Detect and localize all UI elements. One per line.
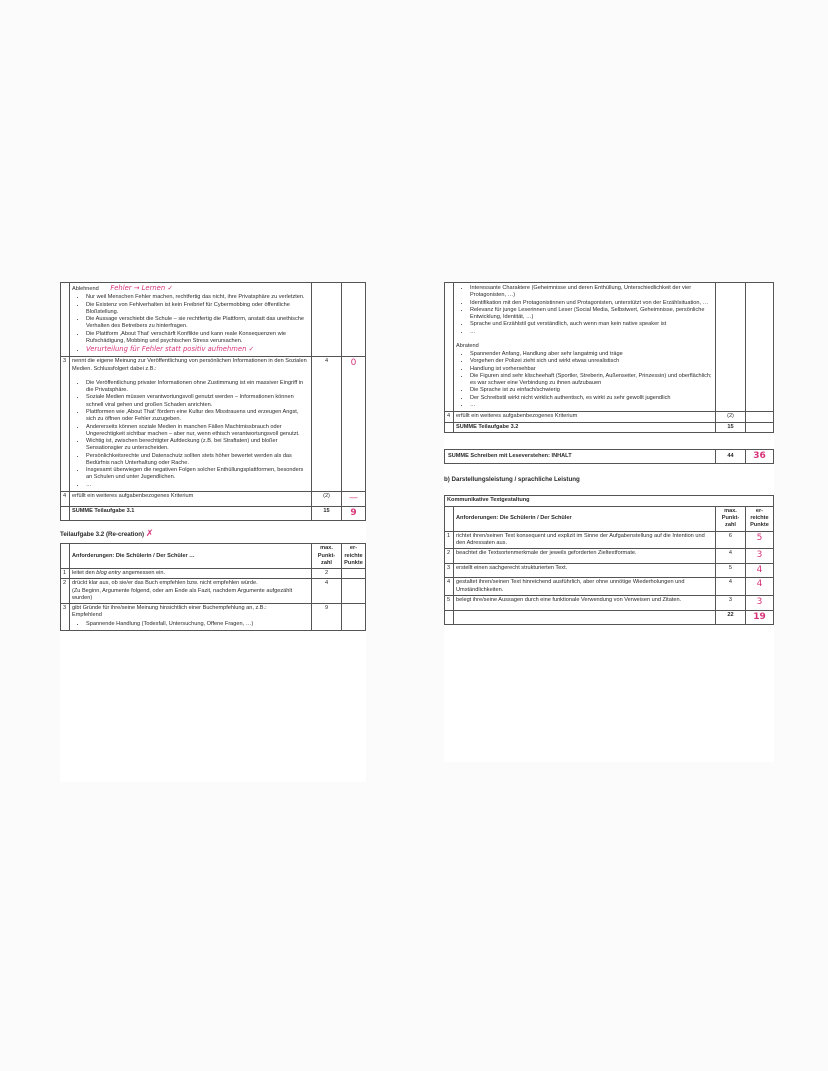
criteria-table-3-2 bbox=[60, 543, 366, 631]
achieved-points: 3 bbox=[756, 550, 763, 561]
criteria-table-3-2-continued bbox=[444, 282, 774, 433]
table-row: 4 erfüllt ein weiteres aufgabenbezogenes Kriterium (2) bbox=[445, 412, 774, 422]
list-item: • Die Figuren sind sehr klischeehaft (Sportler, Streberin, Außenseiter, Prinzessin) und oberflächlich; es war schwer eine Verbindung zu ihnen aufzubauen bbox=[470, 373, 713, 388]
achieved-points: 0 bbox=[350, 358, 357, 369]
criterion-text: gibt Gründe für ihre/seine Meinung hinsichtlich einer Buchempfehlung an, z.B.: bbox=[72, 605, 267, 612]
criterion-text: erfüllt ein weiteres aufgabenbezogenes Kriterium bbox=[454, 412, 716, 422]
list-item: • Interessante Charaktere (Geheimnisse und deren Enthüllung, Unterschiedlichkeit der vier Protagonisten, …) bbox=[470, 285, 713, 300]
sum-points: 22 bbox=[715, 610, 745, 625]
sum-row bbox=[445, 449, 774, 464]
ablehnend-label: Ablehnend bbox=[72, 286, 99, 292]
ablehnend-cell bbox=[70, 283, 312, 357]
achieved-points: 4 bbox=[756, 579, 763, 590]
list-item: • Spannender Anfang, Handlung aber sehr langatmig und träge bbox=[470, 351, 713, 358]
criterion-text: nennt die eigene Meinung zur Veröffentlichung von persönlichen Informationen in den Sozialen Medien. Schlussfolgert dabei z.B.: bbox=[72, 358, 307, 372]
abratend-label: Abratend bbox=[456, 342, 479, 349]
table-row: 1 leitet den blog entry angemessen ein. 2 bbox=[61, 569, 366, 579]
list-item: • Die Existenz von Fehlverhalten ist kein Freibrief für Cybermobbing oder öffentliche Bloßstellung. bbox=[86, 302, 309, 317]
sum-label: SUMME Teilaufgabe 3.1 bbox=[70, 506, 312, 521]
list-item: • … bbox=[470, 402, 713, 409]
col-requirements: Anforderungen: Die Schülerin / Der Schüler … bbox=[70, 544, 312, 569]
list-item: • Persönlichkeitsrechte und Datenschutz sollten stets höher bewertet werden als das Bedürfnis nach Unterhaltung oder Rache. bbox=[86, 453, 309, 468]
right-page bbox=[444, 282, 774, 762]
handwritten-note: Fehler → Lernen ✓ bbox=[110, 284, 174, 292]
sum-achieved: 9 bbox=[350, 507, 357, 518]
section-b-heading: b) Darstellungsleistung / sprachliche Leistung bbox=[444, 476, 580, 484]
table-title: Kommunikative Textgestaltung bbox=[445, 496, 774, 506]
list-item: • Soziale Medien müssen verantwortungsvoll genutzt werden – Informationen können schnell viral gehen und großen Schaden anrichten. bbox=[86, 394, 309, 409]
list-item: • Die Sprache ist zu einfach/schwierig bbox=[470, 387, 713, 394]
sum-achieved: 36 bbox=[753, 450, 766, 461]
kommunikative-textgestaltung-table bbox=[444, 495, 774, 625]
achieved-points: — bbox=[349, 492, 358, 503]
criterion-text: drückt klar aus, ob sie/er das Buch empfehlen bzw. nicht empfehlen würde. bbox=[72, 580, 258, 587]
table-row bbox=[61, 491, 366, 506]
sum-row bbox=[61, 506, 366, 521]
sum-points: 44 bbox=[716, 449, 746, 464]
sum-achieved: 19 bbox=[753, 611, 766, 622]
achieved-points: 4 bbox=[756, 564, 763, 575]
list-item: • Wichtig ist, zwischen berechtigter Aufdeckung (z.B. bei Straftaten) und bloßer Sensationsgier zu unterscheiden. bbox=[86, 438, 309, 453]
list-item: • Sprache und Erzählstil gut verständlich, auch wenn man kein native speaker ist bbox=[470, 321, 713, 328]
col-achieved: er-reichte Punkte bbox=[745, 506, 773, 531]
sum-row bbox=[445, 422, 774, 432]
list-item: • … bbox=[470, 329, 713, 336]
sum-row bbox=[445, 610, 774, 625]
col-achieved: er-reichte Punkte bbox=[342, 544, 366, 569]
col-requirements: Anforderungen: Die Schülerin / Der Schüler bbox=[454, 506, 716, 531]
list-item: • Relevanz für junge Leserinnen und Leser (Social Media, Selbstwert, Geheimnisse, persönliche Entwicklung, Identität, …) bbox=[470, 307, 713, 322]
handwritten-note: Verurteilung für Fehler statt positiv aufnehmen ✓ bbox=[86, 345, 255, 354]
table-row: 3 gibt Gründe für ihre/seine Meinung hinsichtlich einer Buchempfehlung an, z.B.: Empfehlend • Spannende Handlung (Todesfall, Untersuchung, Offene Fragen, …) 9 bbox=[61, 604, 366, 631]
criterion-text: leitet den blog entry angemessen ein. bbox=[70, 569, 312, 579]
empfehlend-list bbox=[456, 285, 713, 336]
list-item: • Plattformen wie ‚About That' fördern eine Kultur des Misstrauens und erzeugen Angst, sich zu öffnen oder Fehler zuzugeben. bbox=[86, 409, 309, 424]
criterion-text: erfüllt ein weiteres aufgabenbezogenes Kriterium bbox=[70, 491, 312, 506]
left-page bbox=[60, 282, 366, 782]
criterion-note: (Zu Beginn, Argumente folgend, oder am Ende als Fazit, nachdem Argumente aufgezählt wurden) bbox=[72, 587, 293, 601]
list-item: • Vorgehen der Polizei zieht sich und wirkt etwas unrealistisch bbox=[470, 358, 713, 365]
cross-mark-icon: ✗ bbox=[145, 529, 154, 540]
max-points: (2) bbox=[312, 491, 342, 506]
list-item: • … bbox=[86, 482, 309, 489]
table-row bbox=[61, 357, 366, 492]
col-max-points: max. Punkt-zahl bbox=[715, 506, 745, 531]
achieved-points: 3 bbox=[756, 596, 763, 607]
max-points: 4 bbox=[312, 357, 342, 492]
table-row bbox=[445, 283, 774, 412]
row-number: 3 bbox=[61, 357, 70, 492]
row-number: 4 bbox=[61, 491, 70, 506]
table-row: 3 erstellt einen sachgerecht strukturierten Text. 5 4 bbox=[445, 563, 774, 578]
list-item: • Andererseits können soziale Medien in manchen Fällen Machtmissbrauch oder Ungerechtigkeit sichtbar machen – aber nur, wenn ethisch verantwortungsvoll genutzt. bbox=[86, 424, 309, 439]
ablehnend-list bbox=[72, 294, 309, 354]
list-item bbox=[86, 345, 309, 354]
criteria-table-3-1 bbox=[60, 282, 366, 521]
achieved-points: 5 bbox=[756, 532, 763, 543]
list-item: • Identifikation mit den Protagonistinnen und Protagonisten, unterstützt von der Erzählsituation, … bbox=[470, 300, 713, 307]
table-row: 4 gestaltet ihren/seinen Text hinreichend ausführlich, aber ohne unnötige Wiederholungen und Umständlichkeiten. 4 4 bbox=[445, 578, 774, 596]
list-item: • Der Schreibstil wirkt nicht wirklich authentisch, es wirkt zu sehr gewollt jugendlich bbox=[470, 395, 713, 402]
list-item: • Handlung ist vorhersehbar bbox=[470, 366, 713, 373]
summe-inhalt-table bbox=[444, 449, 774, 465]
list-item: • Nur weil Menschen Fehler machen, rechtfertig das nicht, ihre Privatsphäre zu verletzten. bbox=[86, 294, 309, 301]
list-item: • Die Plattform ‚About That' verschärft Konflikte und kann reale Konsequenzen wie Rufschädigung, Mobbing und psychischen Stress verursachen. bbox=[86, 331, 309, 346]
table-row: 5 belegt ihre/seine Aussagen durch eine funktionale Verwendung von Verweisen und Zitaten. 3 3 bbox=[445, 595, 774, 610]
sum-points: 15 bbox=[312, 506, 342, 521]
criterion-list bbox=[72, 380, 309, 489]
list-item: • Die Aussage verschiebt die Schule – sie rechtfertig die Plattform, anstatt das unethische Verhalten des Betreibers zu hinterfragen. bbox=[86, 316, 309, 331]
sum-points: 15 bbox=[716, 422, 746, 432]
header-row bbox=[61, 544, 366, 569]
list-item: • Insgesamt überwiegen die negativen Folgen solcher Enthüllungsplattformen, besonders an Schulen und unter Jugendlichen. bbox=[86, 467, 309, 482]
table-row: 1 richtet ihren/seinen Text konsequent und explizit im Sinne der Aufgabenstellung auf die Intention und den Adressaten aus. 6 5 bbox=[445, 531, 774, 549]
sum-label: SUMME Schreiben mit Leseverstehen: INHALT bbox=[445, 449, 716, 464]
header-row bbox=[445, 506, 774, 531]
list-item: • Spannende Handlung (Todesfall, Untersuchung, Offene Fragen, …) bbox=[86, 621, 309, 628]
table-row bbox=[61, 283, 366, 357]
list-item: • Die Veröffentlichung privater Informationen ohne Zustimmung ist ein massiver Eingriff in die Privatsphäre. bbox=[86, 380, 309, 395]
table-row: 2 beachtet die Textsortenmerkmale der jeweils geforderten Zieltextformate. 4 3 bbox=[445, 549, 774, 564]
sum-label: SUMME Teilaufgabe 3.2 bbox=[454, 422, 716, 432]
task-3-2-heading: Teilaufgabe 3.2 (Re-creation) ✗ bbox=[60, 529, 154, 540]
abratend-list bbox=[456, 351, 713, 409]
table-row: 2 drückt klar aus, ob sie/er das Buch empfehlen bzw. nicht empfehlen würde. (Zu Beginn, Argumente folgend, oder am Ende als Fazit, nachdem Argumente aufgezählt wurden) 4 bbox=[61, 579, 366, 604]
col-max-points: max. Punkt-zahl bbox=[312, 544, 342, 569]
sub-label: Empfehlend bbox=[72, 612, 102, 619]
